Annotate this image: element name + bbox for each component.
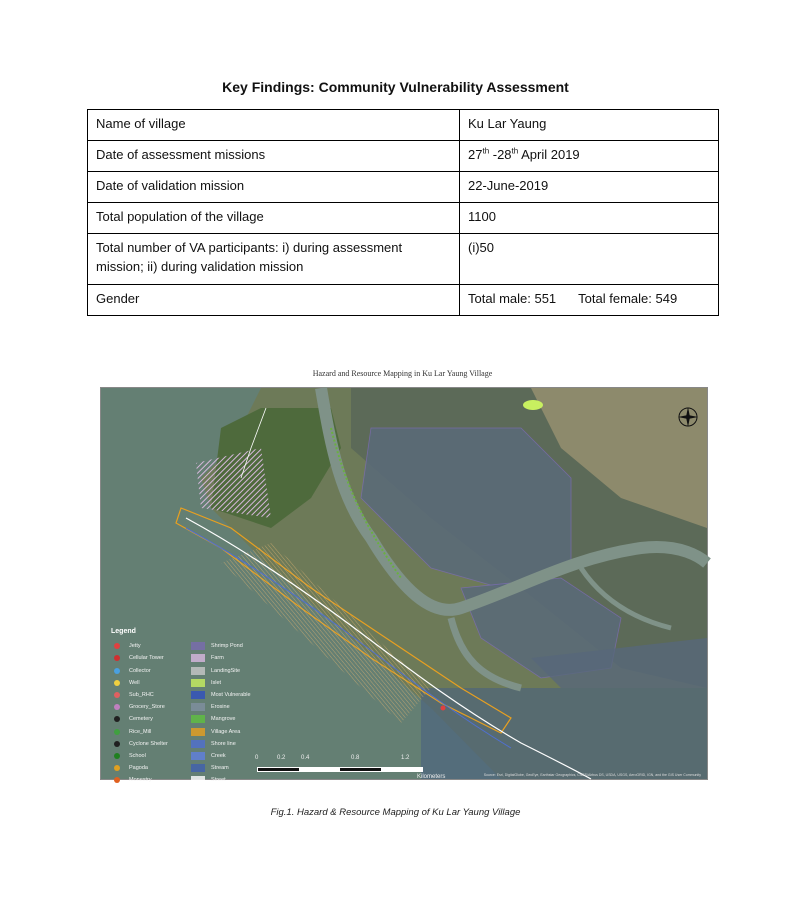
row-value: (i)50 xyxy=(460,234,719,285)
legend-label: Stream xyxy=(211,765,229,772)
hazard-map-figure xyxy=(95,364,710,792)
map-frame xyxy=(100,387,708,784)
legend-label: Collector xyxy=(129,667,151,674)
legend-label: Well xyxy=(129,679,140,686)
well-icon xyxy=(114,680,120,686)
map-legend xyxy=(111,626,271,786)
legend-item xyxy=(191,640,271,652)
legend-item xyxy=(191,689,271,701)
tower-icon xyxy=(114,655,120,661)
legend-item xyxy=(111,774,191,786)
jetty-icon xyxy=(114,643,120,649)
row-value: Ku Lar Yaung xyxy=(460,110,719,141)
table-row xyxy=(88,285,719,316)
row-label: Date of assessment missions xyxy=(88,141,460,172)
row-value: 27th -28th April 2019 xyxy=(460,141,719,172)
legend-swatch xyxy=(191,703,205,711)
legend-label: School xyxy=(129,752,146,759)
shelter-icon xyxy=(114,741,120,747)
legend-swatch xyxy=(191,752,205,760)
scale-label: 0.4 xyxy=(301,755,310,761)
legend-swatch xyxy=(191,740,205,748)
findings-table xyxy=(87,109,719,316)
legend-item xyxy=(191,652,271,664)
table-row xyxy=(88,110,719,141)
row-label: Total population of the village xyxy=(88,203,460,234)
gender-female: Total female: 549 xyxy=(578,291,678,306)
legend-item xyxy=(191,738,271,750)
legend-label: Erosine xyxy=(211,704,230,711)
legend-swatch xyxy=(191,679,205,687)
legend-label: Grocery_Store xyxy=(129,704,165,711)
legend-column-points xyxy=(111,640,191,786)
legend-swatch xyxy=(191,642,205,650)
school-icon xyxy=(114,753,120,759)
page-title: Key Findings: Community Vulnerability Assessment xyxy=(222,79,569,95)
legend-swatch xyxy=(191,764,205,772)
legend-item xyxy=(111,750,191,762)
legend-label: Most Vulnerable xyxy=(211,691,251,698)
legend-label: Farm xyxy=(211,655,224,662)
legend-label: Shore line xyxy=(211,740,236,747)
legend-item xyxy=(111,677,191,689)
legend-item xyxy=(191,677,271,689)
legend-item xyxy=(191,726,271,738)
row-label: Gender xyxy=(88,285,460,316)
collector-icon xyxy=(114,668,120,674)
monastery-icon xyxy=(114,777,120,783)
legend-label: Monestry xyxy=(129,777,152,784)
legend-label: Islet xyxy=(211,679,222,686)
legend-item xyxy=(111,713,191,725)
legend-swatch xyxy=(191,728,205,736)
table-row xyxy=(88,203,719,234)
legend-item xyxy=(191,774,271,786)
rhc-icon xyxy=(114,692,120,698)
map-title: Hazard and Resource Mapping in Ku Lar Yaung Village xyxy=(312,369,493,378)
figure-caption: Fig.1. Hazard & Resource Mapping of Ku Lar Yaung Village xyxy=(270,807,521,818)
map-credit: Source: Esri, DigitalGlobe, GeoEye, Earthstar Geographics, CNES/Airbus DS, USDA, USGS, AeroGRID, IGN, and the GIS User Community xyxy=(483,773,701,777)
scale-label: 1.2 xyxy=(401,755,410,761)
legend-label: LandingSite xyxy=(211,667,241,674)
row-label: Date of validation mission xyxy=(88,172,460,203)
row-value: 22-June-2019 xyxy=(460,172,719,203)
legend-label: Village Area xyxy=(211,728,241,735)
legend-label: Cyclone Shelter xyxy=(129,740,168,747)
scale-bar xyxy=(251,755,446,780)
legend-title: Legend xyxy=(111,628,136,635)
legend-label: Cellular Tower xyxy=(129,655,164,662)
cemetery-icon xyxy=(114,716,120,722)
gender-male: Total male: 551 xyxy=(468,291,557,306)
table-row xyxy=(88,172,719,203)
legend-label: Street xyxy=(211,777,226,784)
legend-swatch xyxy=(191,715,205,723)
legend-item xyxy=(111,640,191,652)
legend-label: Pagoda xyxy=(129,765,148,772)
scale-label: 0 xyxy=(255,755,259,761)
mill-icon xyxy=(114,729,120,735)
legend-item xyxy=(191,713,271,725)
row-label: Name of village xyxy=(88,110,460,141)
legend-label: Jetty xyxy=(129,643,141,650)
legend-item xyxy=(111,762,191,774)
legend-swatch xyxy=(191,776,205,784)
row-label: Total number of VA participants: i) during assessment mission; ii) during validation mission xyxy=(88,234,460,285)
legend-item xyxy=(191,701,271,713)
table-row xyxy=(88,234,719,285)
scale-label: 0.8 xyxy=(351,755,360,761)
legend-label: Shrimp Pond xyxy=(211,643,243,650)
legend-item xyxy=(111,738,191,750)
legend-label: Cemetery xyxy=(129,716,153,723)
legend-swatch xyxy=(191,691,205,699)
legend-label: Creek xyxy=(211,752,226,759)
legend-item xyxy=(111,665,191,677)
legend-label: Rice_Mill xyxy=(129,728,152,735)
legend-item xyxy=(111,726,191,738)
legend-swatch xyxy=(191,667,205,675)
table-row xyxy=(88,141,719,172)
pagoda-icon xyxy=(114,765,120,771)
legend-item xyxy=(111,689,191,701)
north-arrow-icon xyxy=(677,406,699,428)
scale-label: 0.2 xyxy=(277,755,286,761)
legend-label: Mangrove xyxy=(211,716,236,723)
store-icon xyxy=(114,704,120,710)
row-value xyxy=(460,285,719,316)
legend-item xyxy=(111,652,191,664)
scale-unit: Kilometers xyxy=(417,774,446,780)
legend-item xyxy=(191,665,271,677)
legend-swatch xyxy=(191,654,205,662)
row-value: 1100 xyxy=(460,203,719,234)
legend-label: Sub_RHC xyxy=(129,691,154,698)
legend-item xyxy=(111,701,191,713)
